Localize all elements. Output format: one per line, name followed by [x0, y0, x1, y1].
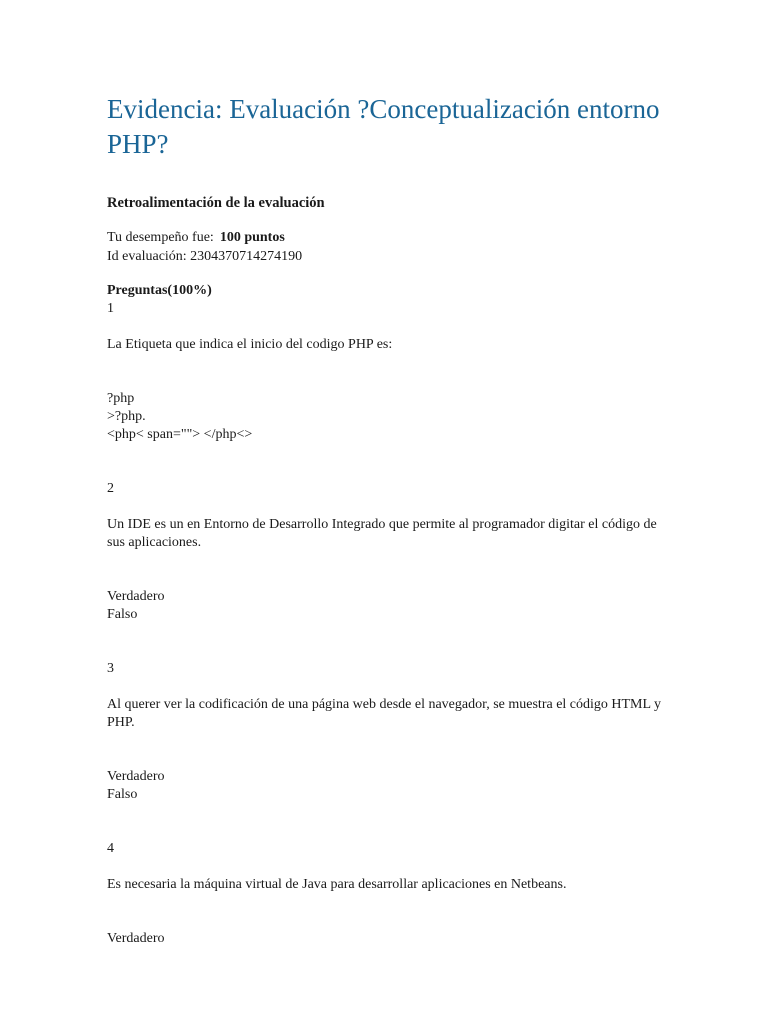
- question-number: 4: [107, 841, 114, 856]
- answer-option[interactable]: ?php: [107, 391, 135, 406]
- answer-option[interactable]: Falso: [107, 607, 138, 622]
- answer-options: [107, 588, 667, 624]
- question-number: 1: [107, 301, 114, 316]
- document-page: [107, 92, 667, 948]
- question-text: Es necesaria la máquina virtual de Java para desarrollar aplicaciones en Netbeans.: [107, 877, 567, 892]
- questions-heading: Preguntas(100%): [107, 283, 212, 298]
- answer-options: [107, 930, 667, 948]
- question-text: Un IDE es un en Entorno de Desarrollo Integrado que permite al programador digitar el código de sus aplicaciones.: [107, 517, 657, 550]
- page-title: Evidencia: Evaluación ?Conceptualización entorno PHP?: [107, 94, 660, 159]
- question-4: [107, 840, 667, 948]
- evaluation-id: Id evaluación: 2304370714274190: [107, 249, 303, 264]
- performance-value: 100 puntos: [219, 230, 285, 245]
- question-1: [107, 300, 667, 444]
- score-block: [107, 228, 667, 266]
- performance-line: [107, 228, 667, 247]
- answer-option[interactable]: Verdadero: [107, 931, 165, 946]
- answer-option[interactable]: <php< span=""> </php<>: [107, 427, 253, 442]
- answer-option[interactable]: Falso: [107, 787, 138, 802]
- answer-options: [107, 768, 667, 804]
- feedback-heading: Retroalimentación de la evaluación: [107, 195, 325, 211]
- question-number: 3: [107, 661, 114, 676]
- question-3: [107, 660, 667, 804]
- answer-option[interactable]: >?php.: [107, 409, 146, 424]
- question-text: La Etiqueta que indica el inicio del codigo PHP es:: [107, 337, 393, 352]
- performance-label: Tu desempeño fue:: [107, 230, 214, 245]
- answer-option[interactable]: Verdadero: [107, 769, 165, 784]
- question-text: Al querer ver la codificación de una página web desde el navegador, se muestra el código HTML y PHP.: [107, 697, 662, 730]
- question-number: 2: [107, 481, 114, 496]
- answer-options: [107, 390, 667, 444]
- question-2: [107, 480, 667, 624]
- answer-option[interactable]: Verdadero: [107, 589, 165, 604]
